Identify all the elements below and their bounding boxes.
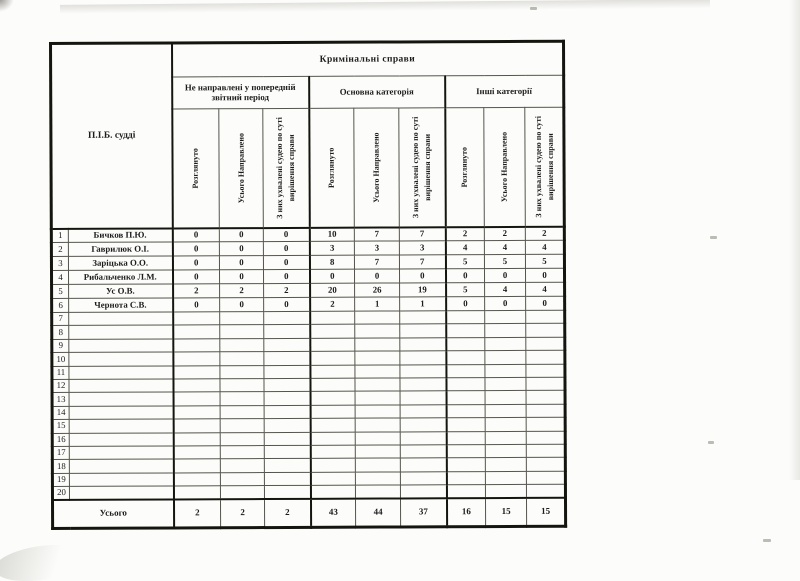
- cell-value: [355, 378, 400, 392]
- judge-name: [69, 366, 173, 380]
- row-number: 11: [52, 366, 69, 379]
- total-value: 2: [264, 499, 310, 528]
- cell-value: [173, 419, 220, 433]
- cell-value: 0: [484, 268, 525, 282]
- table-footer: [52, 498, 565, 529]
- cell-value: [446, 471, 485, 485]
- judge-name: Ус О.В.: [69, 284, 173, 298]
- cell-value: 0: [526, 296, 565, 310]
- cell-value: 0: [263, 241, 309, 255]
- group-header-not-forwarded: Не направлені у попередній звітний період: [172, 76, 309, 109]
- cell-value: [485, 431, 526, 445]
- sub-header-ruled-on-merits: З них ухвалені судею по суті вирішення справи: [399, 108, 446, 227]
- cell-value: [220, 338, 264, 352]
- row-number: 19: [52, 473, 69, 486]
- total-value: 16: [446, 498, 485, 527]
- total-value: 2: [173, 499, 220, 528]
- cell-value: 0: [219, 228, 263, 242]
- cell-value: [485, 324, 526, 338]
- cell-value: [400, 364, 446, 378]
- cell-value: 0: [263, 269, 309, 283]
- cell-value: [310, 351, 355, 365]
- cell-value: [264, 378, 310, 392]
- judge-name: [69, 379, 173, 393]
- cell-value: [485, 391, 526, 405]
- cell-value: [485, 364, 526, 378]
- judge-name: Рибальченко Л.М.: [68, 270, 172, 284]
- cell-value: [355, 485, 400, 499]
- cell-value: 0: [525, 268, 564, 282]
- cell-value: [310, 485, 355, 499]
- cell-value: [526, 471, 565, 485]
- cell-value: [220, 325, 264, 339]
- cell-value: [264, 338, 310, 352]
- row-number: 14: [52, 406, 69, 419]
- table-header: [51, 41, 565, 228]
- cell-value: [485, 337, 526, 351]
- cell-value: [526, 391, 565, 405]
- cell-value: [446, 378, 485, 392]
- cell-value: 8: [309, 255, 354, 269]
- scan-speck: [763, 539, 771, 542]
- row-number: 8: [52, 326, 69, 339]
- cell-value: [355, 391, 400, 405]
- cell-value: [400, 378, 446, 392]
- cell-value: [264, 459, 310, 473]
- judge-name: [69, 459, 173, 473]
- cell-value: [485, 404, 526, 418]
- cell-value: [220, 486, 264, 500]
- cell-value: [446, 458, 485, 472]
- judge-name: [69, 432, 173, 446]
- judge-name: [69, 339, 173, 353]
- cell-value: 2: [445, 227, 484, 241]
- cell-value: [310, 445, 355, 459]
- judge-name: [69, 446, 173, 460]
- cell-value: [446, 418, 485, 432]
- cell-value: [446, 351, 485, 365]
- cell-value: 2: [484, 226, 525, 240]
- cell-value: [310, 365, 355, 379]
- cell-value: [220, 405, 264, 419]
- totals-label: Усього: [52, 499, 173, 529]
- total-value: 37: [400, 498, 446, 527]
- cell-value: [355, 472, 400, 486]
- cell-value: 0: [263, 255, 309, 269]
- group-header-main-category: Основна категорія: [309, 76, 445, 109]
- cell-value: [220, 472, 264, 486]
- cell-value: [400, 338, 446, 352]
- total-value: 44: [355, 498, 400, 527]
- row-number: 2: [51, 242, 68, 256]
- cell-value: [264, 365, 310, 379]
- cell-value: [526, 310, 565, 324]
- cell-value: [446, 391, 485, 405]
- cell-value: 7: [354, 255, 399, 269]
- judge-name: [69, 406, 173, 420]
- cell-value: [446, 337, 485, 351]
- cell-value: 19: [400, 283, 446, 297]
- cell-value: [310, 432, 355, 446]
- cell-value: 0: [445, 269, 484, 283]
- cell-value: 4: [526, 282, 565, 296]
- cell-value: [355, 445, 400, 459]
- total-value: 43: [310, 499, 355, 528]
- judge-name: [69, 486, 173, 500]
- judge-name: Чернота С.В.: [69, 298, 173, 312]
- cell-value: [400, 351, 446, 365]
- row-number: 15: [52, 420, 69, 433]
- name-column-header: П.І.Б. судді: [51, 43, 173, 229]
- scan-speck: [710, 236, 717, 239]
- cell-value: 2: [525, 226, 564, 240]
- judge-name: Бичков П.Ю.: [68, 228, 172, 242]
- cell-value: [220, 392, 264, 406]
- cell-value: 2: [310, 297, 355, 311]
- row-number: 17: [52, 446, 69, 459]
- cell-value: [355, 431, 400, 445]
- cell-value: [446, 485, 485, 499]
- judges-report-table-wrap: [49, 40, 567, 531]
- cell-value: [220, 365, 264, 379]
- cell-value: [400, 418, 446, 432]
- cell-value: [526, 458, 565, 472]
- cell-value: [173, 486, 220, 500]
- cell-value: [485, 471, 526, 485]
- sub-header-total-sent: Усього Направлено: [354, 108, 400, 227]
- cell-value: [400, 445, 446, 459]
- cell-value: [355, 311, 400, 325]
- cell-value: [310, 418, 355, 432]
- cell-value: 26: [355, 283, 400, 297]
- cell-value: [264, 352, 310, 366]
- cell-value: [526, 431, 565, 445]
- row-number: 20: [52, 486, 69, 499]
- cell-value: [485, 444, 526, 458]
- cell-value: 7: [399, 255, 445, 269]
- cell-value: [355, 338, 400, 352]
- cell-value: 0: [219, 242, 263, 256]
- cell-value: 1: [355, 297, 400, 311]
- table-body: [51, 226, 565, 500]
- cell-value: [355, 351, 400, 365]
- cell-value: 5: [525, 254, 564, 268]
- cell-value: 7: [354, 227, 399, 241]
- cell-value: [310, 338, 355, 352]
- cell-value: [526, 377, 565, 391]
- cell-value: 0: [219, 270, 263, 284]
- cell-value: 0: [309, 269, 354, 283]
- cell-value: [173, 312, 220, 326]
- cell-value: 4: [484, 240, 525, 254]
- cell-value: [220, 352, 264, 366]
- cell-value: [173, 432, 220, 446]
- cell-value: [173, 472, 220, 486]
- cell-value: [264, 418, 310, 432]
- cell-value: [526, 350, 565, 364]
- row-number: 1: [51, 228, 68, 242]
- cell-value: [310, 458, 355, 472]
- sub-header-considered: Розглянуто: [445, 108, 485, 227]
- cell-value: [446, 445, 485, 459]
- cell-value: 0: [172, 256, 219, 270]
- cell-value: 2: [220, 284, 264, 298]
- cell-value: [220, 459, 264, 473]
- row-number: 9: [52, 339, 69, 352]
- cell-value: [264, 392, 310, 406]
- cell-value: [173, 352, 220, 366]
- total-value: 15: [485, 498, 526, 527]
- sub-header-considered: Розглянуто: [309, 108, 355, 227]
- cell-value: [173, 365, 220, 379]
- cell-value: [446, 364, 485, 378]
- cell-value: [485, 310, 526, 324]
- sub-header-considered: Розглянуто: [172, 109, 220, 228]
- cell-value: 10: [309, 227, 354, 241]
- table-title: Кримінальні справи: [172, 41, 564, 77]
- cell-value: [173, 405, 220, 419]
- group-header-other-categories: Інші категорії: [445, 75, 564, 108]
- row-number: 10: [52, 353, 69, 366]
- cell-value: [446, 431, 485, 445]
- cell-value: [400, 431, 446, 445]
- judge-name: Заріцька О.О.: [68, 256, 172, 270]
- cell-value: [400, 311, 446, 325]
- cell-value: 3: [309, 241, 354, 255]
- row-number: 4: [51, 270, 68, 284]
- cell-value: [220, 312, 264, 326]
- judge-name: [69, 325, 173, 339]
- cell-value: [400, 485, 446, 499]
- cell-value: [526, 484, 565, 498]
- cell-value: [173, 339, 220, 353]
- cell-value: [264, 472, 310, 486]
- row-number: 3: [51, 256, 68, 270]
- cell-value: [220, 419, 264, 433]
- row-number: 16: [52, 433, 69, 446]
- cell-value: 4: [485, 282, 526, 296]
- cell-value: [526, 404, 565, 418]
- cell-value: [355, 365, 400, 379]
- scan-speck: [530, 7, 537, 10]
- cell-value: 20: [310, 283, 355, 297]
- cell-value: 0: [446, 297, 485, 311]
- cell-value: [355, 405, 400, 419]
- cell-value: 0: [172, 270, 219, 284]
- cell-value: 0: [485, 296, 526, 310]
- cell-value: 5: [446, 283, 485, 297]
- cell-value: 7: [399, 227, 445, 241]
- cell-value: [526, 444, 565, 458]
- cell-value: [355, 324, 400, 338]
- sub-header-ruled-on-merits: З них ухвалені судею по суті вирішення справи: [525, 107, 565, 226]
- judge-name: Гаврилюк О.І.: [68, 242, 172, 256]
- total-value: 2: [220, 499, 264, 528]
- cell-value: [526, 337, 565, 351]
- row-number: 5: [52, 284, 69, 298]
- cell-value: 3: [354, 241, 399, 255]
- cell-value: [400, 324, 446, 338]
- cell-value: [173, 379, 220, 393]
- cell-value: 3: [399, 241, 445, 255]
- cell-value: 0: [399, 269, 445, 283]
- cell-value: [526, 364, 565, 378]
- cell-value: [355, 418, 400, 432]
- cell-value: [446, 311, 485, 325]
- sub-header-total-sent: Усього Направлено: [219, 109, 264, 228]
- cell-value: [264, 325, 310, 339]
- cell-value: [526, 324, 565, 338]
- cell-value: [485, 458, 526, 472]
- cell-value: [264, 445, 310, 459]
- cell-value: [400, 458, 446, 472]
- title-row: [51, 41, 564, 77]
- cell-value: 2: [264, 283, 310, 297]
- cell-value: 5: [484, 254, 525, 268]
- cell-value: 4: [445, 241, 484, 255]
- cell-value: [310, 392, 355, 406]
- cell-value: [446, 404, 485, 418]
- cell-value: [526, 417, 565, 431]
- cell-value: [485, 351, 526, 365]
- sub-header-ruled-on-merits: З них ухвалені судею по суті вирішення справи: [263, 108, 310, 227]
- cell-value: [485, 484, 526, 498]
- judge-name: [69, 473, 173, 487]
- cell-value: [355, 458, 400, 472]
- cell-value: [310, 311, 355, 325]
- cell-value: [485, 418, 526, 432]
- judge-name: [69, 352, 173, 366]
- cell-value: [400, 391, 446, 405]
- cell-value: 0: [263, 227, 309, 241]
- cell-value: [173, 446, 220, 460]
- scan-speck: [708, 441, 714, 444]
- total-value: 15: [526, 498, 565, 527]
- cell-value: [173, 392, 220, 406]
- cell-value: 0: [219, 256, 263, 270]
- cell-value: [220, 432, 264, 446]
- cell-value: [264, 432, 310, 446]
- cell-value: [485, 377, 526, 391]
- totals-row: [52, 498, 565, 529]
- cell-value: 0: [264, 297, 310, 311]
- cell-value: 5: [445, 255, 484, 269]
- cell-value: 4: [525, 240, 564, 254]
- cell-value: [173, 325, 220, 339]
- cell-value: [264, 405, 310, 419]
- judge-name: [69, 392, 173, 406]
- cell-value: [310, 472, 355, 486]
- cell-value: [446, 324, 485, 338]
- cell-value: [220, 379, 264, 393]
- cell-value: [400, 405, 446, 419]
- judge-name: [69, 312, 173, 326]
- row-number: 13: [52, 393, 69, 406]
- cell-value: 0: [220, 298, 264, 312]
- cell-value: [310, 405, 355, 419]
- row-number: 18: [52, 460, 69, 473]
- row-number: 7: [52, 312, 69, 325]
- row-number: 12: [52, 379, 69, 392]
- cell-value: 0: [172, 228, 219, 242]
- cell-value: [173, 459, 220, 473]
- cell-value: 0: [172, 242, 219, 256]
- cell-value: [310, 325, 355, 339]
- cell-value: [264, 485, 310, 499]
- cell-value: [220, 445, 264, 459]
- judges-report-table: [49, 40, 567, 531]
- sub-header-total-sent: Усього Направлено: [484, 107, 526, 226]
- judge-name: [69, 419, 173, 433]
- cell-value: 0: [173, 298, 220, 312]
- cell-value: 2: [173, 284, 220, 298]
- cell-value: 1: [400, 297, 446, 311]
- cell-value: 0: [354, 269, 399, 283]
- cell-value: [310, 378, 355, 392]
- cell-value: [400, 471, 446, 485]
- cell-value: [264, 311, 310, 325]
- row-number: 6: [52, 298, 69, 312]
